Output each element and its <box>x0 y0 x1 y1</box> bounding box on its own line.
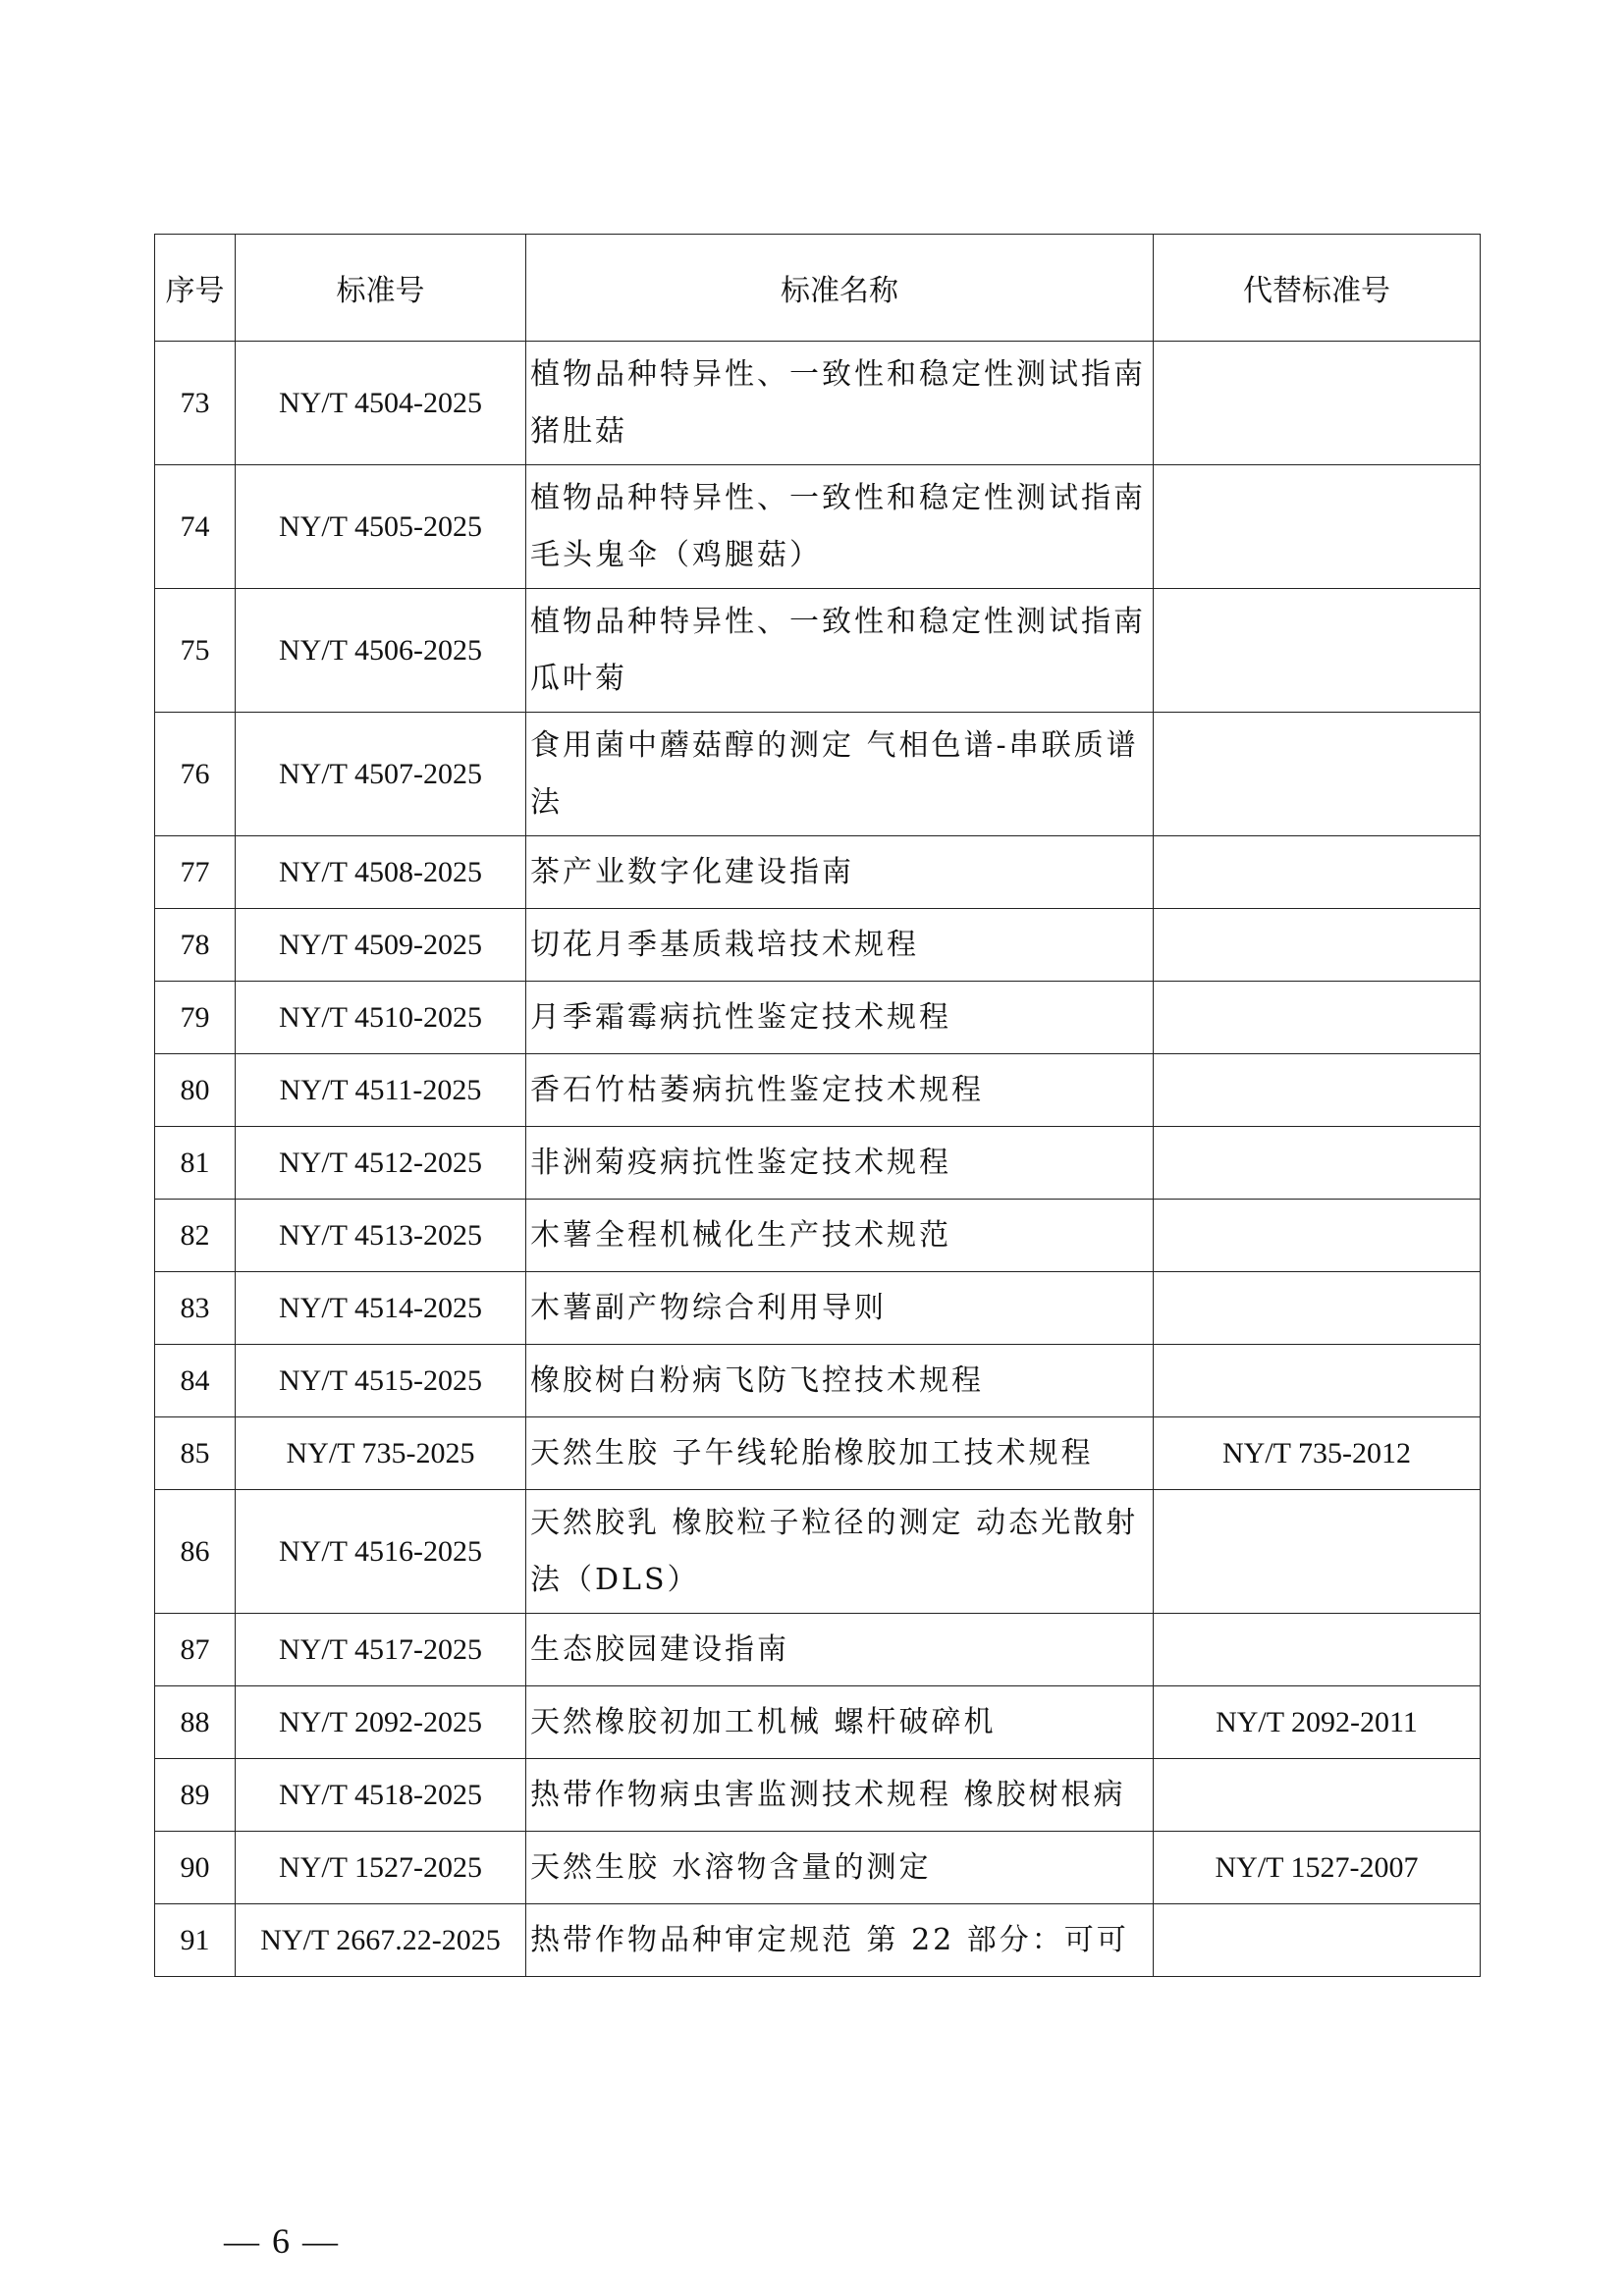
cell-seq: 91 <box>155 1904 236 1977</box>
cell-code: NY/T 4510-2025 <box>236 982 526 1054</box>
cell-replaces <box>1154 1490 1481 1614</box>
table-row <box>155 1832 1481 1904</box>
table-row <box>155 1614 1481 1686</box>
cell-name: 香石竹枯萎病抗性鉴定技术规程 <box>526 1054 1154 1127</box>
cell-name: 切花月季基质栽培技术规程 <box>526 909 1154 982</box>
cell-replaces <box>1154 1345 1481 1417</box>
table-row <box>155 1127 1481 1200</box>
cell-seq: 80 <box>155 1054 236 1127</box>
cell-replaces <box>1154 713 1481 836</box>
cell-name: 植物品种特异性、一致性和稳定性测试指南 瓜叶菊 <box>526 589 1154 713</box>
table-row <box>155 909 1481 982</box>
table-row <box>155 1686 1481 1759</box>
cell-seq: 77 <box>155 836 236 909</box>
cell-name: 非洲菊疫病抗性鉴定技术规程 <box>526 1127 1154 1200</box>
cell-seq: 73 <box>155 342 236 465</box>
cell-code: NY/T 735-2025 <box>236 1417 526 1490</box>
cell-name: 月季霜霉病抗性鉴定技术规程 <box>526 982 1154 1054</box>
table-row <box>155 1054 1481 1127</box>
cell-name: 木薯副产物综合利用导则 <box>526 1272 1154 1345</box>
cell-name: 植物品种特异性、一致性和稳定性测试指南 毛头鬼伞（鸡腿菇） <box>526 465 1154 589</box>
table-row <box>155 465 1481 589</box>
cell-seq: 81 <box>155 1127 236 1200</box>
cell-code: NY/T 4513-2025 <box>236 1200 526 1272</box>
cell-replaces <box>1154 1904 1481 1977</box>
cell-name: 热带作物病虫害监测技术规程 橡胶树根病 <box>526 1759 1154 1832</box>
cell-code: NY/T 4508-2025 <box>236 836 526 909</box>
cell-seq: 82 <box>155 1200 236 1272</box>
cell-code: NY/T 4517-2025 <box>236 1614 526 1686</box>
table-header-row <box>155 235 1481 342</box>
table-row <box>155 713 1481 836</box>
cell-code: NY/T 4515-2025 <box>236 1345 526 1417</box>
cell-name: 食用菌中蘑菇醇的测定 气相色谱-串联质谱法 <box>526 713 1154 836</box>
cell-code: NY/T 4516-2025 <box>236 1490 526 1614</box>
table-row <box>155 1345 1481 1417</box>
table-row <box>155 1759 1481 1832</box>
header-seq: 序号 <box>155 235 236 342</box>
cell-replaces <box>1154 1614 1481 1686</box>
table-row <box>155 1272 1481 1345</box>
table-row <box>155 589 1481 713</box>
cell-code: NY/T 4506-2025 <box>236 589 526 713</box>
cell-seq: 75 <box>155 589 236 713</box>
cell-name: 橡胶树白粉病飞防飞控技术规程 <box>526 1345 1154 1417</box>
cell-name: 天然胶乳 橡胶粒子粒径的测定 动态光散射法（DLS） <box>526 1490 1154 1614</box>
cell-replaces <box>1154 589 1481 713</box>
cell-seq: 78 <box>155 909 236 982</box>
header-name: 标准名称 <box>526 235 1154 342</box>
cell-seq: 83 <box>155 1272 236 1345</box>
cell-seq: 86 <box>155 1490 236 1614</box>
cell-seq: 88 <box>155 1686 236 1759</box>
cell-seq: 84 <box>155 1345 236 1417</box>
cell-replaces <box>1154 1054 1481 1127</box>
cell-replaces: NY/T 1527-2007 <box>1154 1832 1481 1904</box>
table-row <box>155 836 1481 909</box>
cell-seq: 76 <box>155 713 236 836</box>
header-replaces: 代替标准号 <box>1154 235 1481 342</box>
cell-seq: 87 <box>155 1614 236 1686</box>
table-row <box>155 982 1481 1054</box>
cell-replaces <box>1154 982 1481 1054</box>
table-row <box>155 1904 1481 1977</box>
cell-name: 植物品种特异性、一致性和稳定性测试指南 猪肚菇 <box>526 342 1154 465</box>
cell-name: 生态胶园建设指南 <box>526 1614 1154 1686</box>
table-body <box>155 342 1481 1977</box>
cell-replaces: NY/T 2092-2011 <box>1154 1686 1481 1759</box>
header-code: 标准号 <box>236 235 526 342</box>
cell-replaces <box>1154 1200 1481 1272</box>
cell-name: 木薯全程机械化生产技术规范 <box>526 1200 1154 1272</box>
cell-seq: 90 <box>155 1832 236 1904</box>
table-row <box>155 342 1481 465</box>
cell-replaces <box>1154 465 1481 589</box>
cell-code: NY/T 1527-2025 <box>236 1832 526 1904</box>
cell-code: NY/T 4505-2025 <box>236 465 526 589</box>
cell-seq: 79 <box>155 982 236 1054</box>
cell-replaces: NY/T 735-2012 <box>1154 1417 1481 1490</box>
table-row <box>155 1200 1481 1272</box>
cell-name: 天然生胶 子午线轮胎橡胶加工技术规程 <box>526 1417 1154 1490</box>
cell-replaces <box>1154 1759 1481 1832</box>
cell-replaces <box>1154 836 1481 909</box>
cell-name: 天然橡胶初加工机械 螺杆破碎机 <box>526 1686 1154 1759</box>
cell-code: NY/T 4511-2025 <box>236 1054 526 1127</box>
cell-replaces <box>1154 1272 1481 1345</box>
table-row <box>155 1417 1481 1490</box>
cell-code: NY/T 2092-2025 <box>236 1686 526 1759</box>
cell-replaces <box>1154 1127 1481 1200</box>
cell-seq: 85 <box>155 1417 236 1490</box>
cell-seq: 89 <box>155 1759 236 1832</box>
cell-code: NY/T 4507-2025 <box>236 713 526 836</box>
cell-name: 茶产业数字化建设指南 <box>526 836 1154 909</box>
cell-code: NY/T 4512-2025 <box>236 1127 526 1200</box>
standards-table <box>154 234 1481 1977</box>
cell-name: 天然生胶 水溶物含量的测定 <box>526 1832 1154 1904</box>
cell-name: 热带作物品种审定规范 第 22 部分：可可 <box>526 1904 1154 1977</box>
cell-code: NY/T 4518-2025 <box>236 1759 526 1832</box>
cell-replaces <box>1154 342 1481 465</box>
cell-replaces <box>1154 909 1481 982</box>
cell-code: NY/T 4514-2025 <box>236 1272 526 1345</box>
cell-code: NY/T 4509-2025 <box>236 909 526 982</box>
page-number: — 6 — <box>224 2221 340 2261</box>
cell-code: NY/T 2667.22-2025 <box>236 1904 526 1977</box>
cell-seq: 74 <box>155 465 236 589</box>
cell-code: NY/T 4504-2025 <box>236 342 526 465</box>
table-row <box>155 1490 1481 1614</box>
